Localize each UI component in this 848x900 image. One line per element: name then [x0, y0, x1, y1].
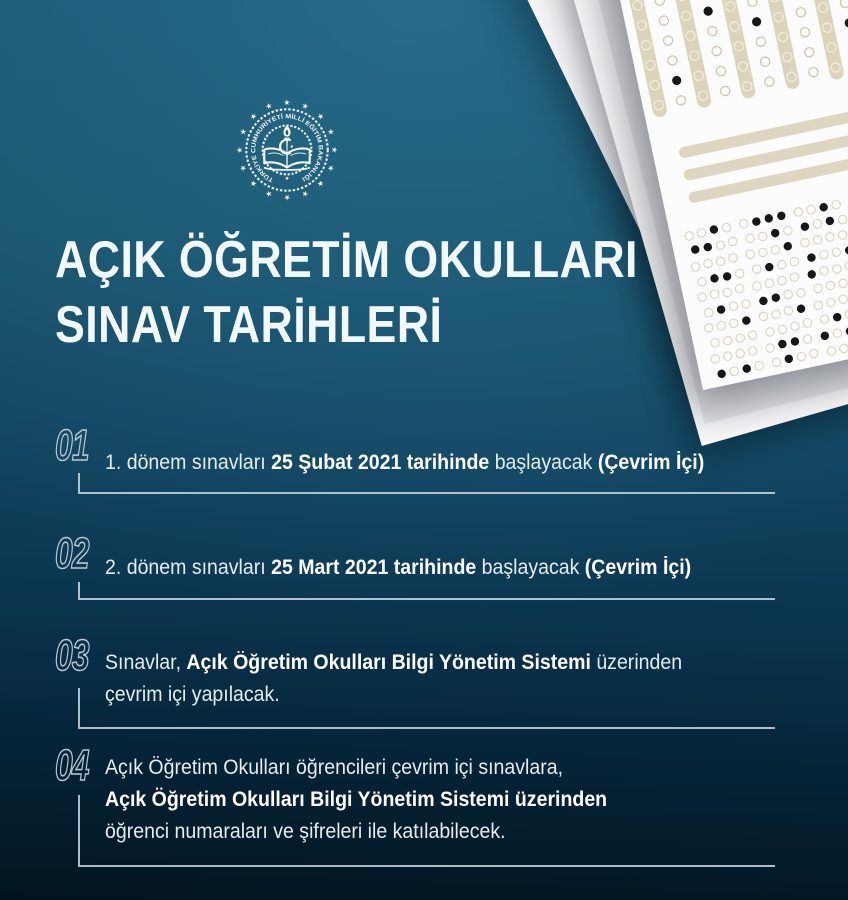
item-bracket-line — [78, 473, 775, 494]
item-text — [105, 538, 728, 584]
title-line1: AÇIK ÖĞRETİM OKULLARI — [55, 231, 638, 289]
item-number: 01 — [55, 421, 89, 470]
svg-text:★: ★ — [314, 177, 327, 190]
item-number: 04 — [55, 741, 89, 790]
title-line2: SINAV TARİHLERİ — [55, 296, 443, 354]
svg-text:★: ★ — [237, 126, 249, 137]
svg-text:★: ★ — [247, 177, 260, 190]
schedule-item — [55, 631, 775, 711]
item-text-line: 2. dönem sınavları 25 Mart 2021 tarihinde başlayacak (Çevrim İçi) — [105, 556, 692, 579]
item-bracket-line — [78, 582, 775, 600]
svg-text:★: ★ — [330, 146, 339, 154]
svg-text:★: ★ — [235, 146, 244, 154]
svg-text:★: ★ — [300, 188, 311, 200]
torch-stem — [286, 141, 288, 153]
item-text — [105, 430, 728, 479]
logo-ring-text: TÜRKİYE CUMHURİYETİ MİLLİ EĞİTİM BAKANLIĞI — [250, 113, 324, 184]
schedule-item — [55, 421, 775, 479]
schedule-item — [55, 741, 775, 848]
item-bracket-line — [78, 688, 775, 729]
item-text-line: öğrenci numaraları ve şifreleri ile katılabilecek. — [105, 820, 506, 843]
item-number: 02 — [55, 529, 89, 578]
item-text-line: Sınavlar, Açık Öğretim Okulları Bilgi Yönetim Sistemi üzerinden — [105, 651, 683, 674]
svg-text:★: ★ — [314, 110, 327, 123]
item-text-line: çevrim içi yapılacak. — [105, 683, 280, 706]
poster-title — [55, 228, 638, 358]
svg-text:★: ★ — [283, 98, 291, 107]
item-number: 03 — [55, 631, 89, 680]
svg-text:★: ★ — [247, 110, 260, 123]
item-text-line: Açık Öğretim Okulları öğrencileri çevrim içi sınavlara, — [105, 756, 563, 779]
svg-text:★: ★ — [325, 126, 337, 137]
schedule-item — [55, 529, 775, 584]
meb-ministry-logo-icon — [227, 90, 347, 210]
svg-text:★: ★ — [263, 100, 274, 112]
item-bracket-line — [78, 795, 775, 867]
svg-text:★: ★ — [237, 163, 249, 174]
svg-text:★: ★ — [263, 188, 274, 200]
svg-text:★: ★ — [283, 193, 291, 202]
item-text-line: Açık Öğretim Okulları Bilgi Yönetim Sistemi üzerinden — [105, 788, 608, 811]
svg-text:★: ★ — [300, 100, 311, 112]
logo-separator-diamond — [285, 177, 288, 180]
svg-text:★: ★ — [325, 163, 337, 174]
item-text-line: 1. dönem sınavları 25 Şubat 2021 tarihinde başlayacak (Çevrim İçi) — [105, 451, 705, 474]
star-dot-icon — [291, 145, 293, 147]
